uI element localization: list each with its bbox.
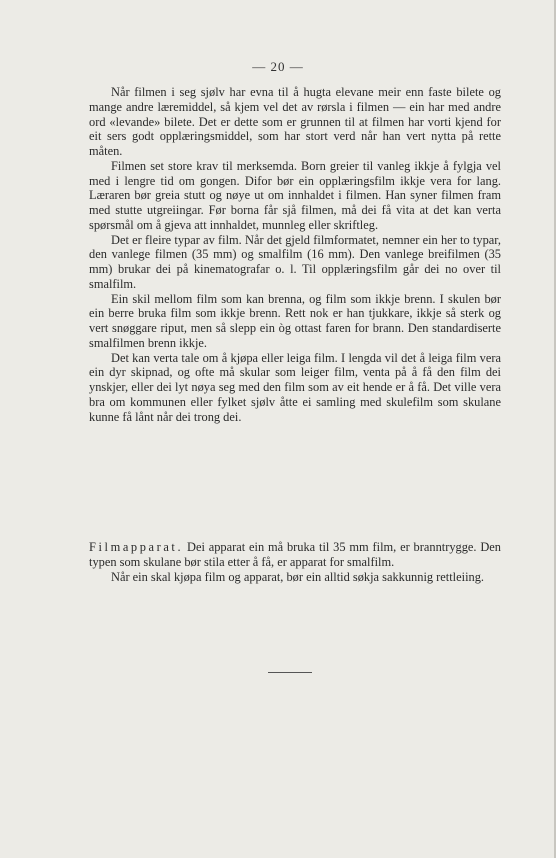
filmapparat-text: Dei apparat ein må bruka til 35 mm film, er branntrygge. Den typen som skulane bør stila etter å få, er apparat for smalfilm. <box>89 540 501 569</box>
paragraph-3: Det er fleire typar av film. Når det gjeld filmformatet, nemner ein her to typar, den vanlege filmen (35 mm) og smalfilm (16 mm). Den vanlege breifilmen (35 mm) brukar dei på kinematografar o. l. Til opplæringsfilm går dei no over til smalfilm. <box>89 232 501 291</box>
filmapparat-paragraph <box>89 540 501 570</box>
paragraph-4: Ein skil mellom film som kan brenna, og film som ikkje brenn. I skulen bør ein berre bruka film som ikkje brenn. Rett nok er han tjukkare, ikkje så sterk og vert snøggare riput, men så slepp ein òg ottast faren for brann. Den standardiserte smalfilmen brenn ikkje. <box>89 291 501 350</box>
paragraph-2: Filmen set store krav til merksemda. Born greier til vanleg ikkje å fylgja vel med i lengre tid om gongen. Difor bør ein opplæringsfilm ikkje vera for lang. Læraren bør greia stutt og nøye ut om innhaldet i filmen. Han syner filmen fram med stutte utgreiingar. Før borna får sjå filmen, må dei få vita at det kan verta spørsmål om å gjeva att innhaldet, munnleg eller skriftleg. <box>89 158 501 232</box>
page-number: — 20 — <box>252 59 304 74</box>
section-filmapparat <box>89 540 501 584</box>
paragraph-1: Når filmen i seg sjølv har evna til å hugta elevane meir enn faste bilete og mange andre læremiddel, så kjem vel det av rørsla i filmen — ein har med andre ord «levande» bilete. Det er dette som er grunnen til at filmen har vorti kjend for eit sers godt opplæringsmiddel, som har stort verd når han vert nytta på rette måten. <box>89 85 501 158</box>
filmapparat-paragraph-2: Når ein skal kjøpa film og apparat, bør ein alltid søkja sakkunnig rettleiing. <box>111 569 485 584</box>
section-film-intro <box>89 85 501 424</box>
paragraph-5: Det kan verta tale om å kjøpa eller leiga film. I lengda vil det å leiga film vera ein dyr skipnad, og ofte må skular som leiger film, venta på å få den film dei ynskjer, eller dei lyt nøya seg med den film som av eit hende er å få. Det ville vera bra om kommunen eller fylket sjølv åtte ei samling med skulefilm som skulane kunne få lånt når dei trong dei. <box>89 350 501 424</box>
filmapparat-heading: Filmapparat. <box>89 540 184 554</box>
end-rule <box>268 672 312 673</box>
